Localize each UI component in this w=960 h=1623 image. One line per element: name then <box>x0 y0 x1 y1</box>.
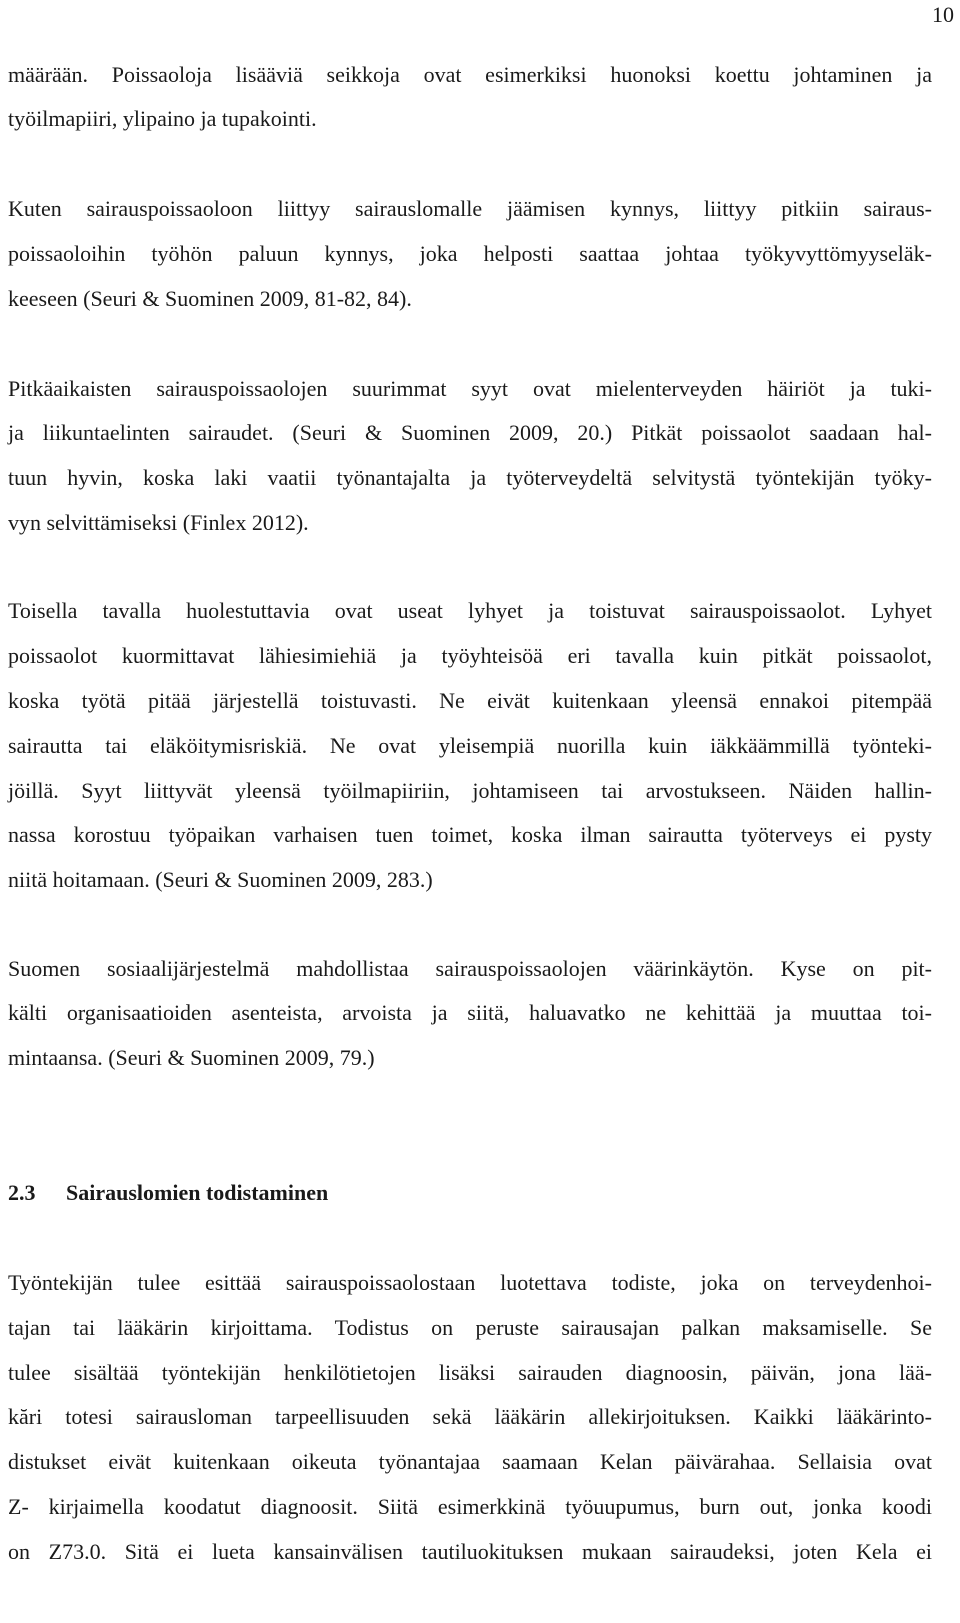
text-line: Z- kirjaimella koodatut diagnoosit. Siitä esimerkkinä työuupumus, burn out, jonka koodi <box>8 1494 932 1519</box>
text-line: tuun hyvin, koska laki vaatii työnantajalta ja työterveydeltä selvitystä työntekijän työky- <box>8 465 932 490</box>
text-line: määrään. Poissaoloja lisääviä seikkoja ovat esimerkiksi huonoksi koettu johtaminen ja <box>8 62 932 87</box>
text-line: on Z73.0. Sitä ei lueta kansainvälisen tautiluokituksen mukaan sairaudeksi, joten Kela ei <box>8 1539 932 1564</box>
text-line: Työntekijän tulee esittää sairauspoissaolostaan luotettava todiste, joka on terveydenhoi- <box>8 1270 932 1295</box>
text-line: kări totesi sairausloman tarpeellisuuden sekä lääkärin allekirjoituksen. Kaikki lääkärinto- <box>8 1404 932 1429</box>
text-line: tulee sisältää työntekijän henkilötietojen lisäksi sairauden diagnoosin, päivän, jona lää- <box>8 1360 932 1385</box>
text-line: Pitkäaikaisten sairauspoissaolojen suurimmat syyt ovat mielenterveyden häiriöt ja tuki- <box>8 376 932 401</box>
text-line: kälti organisaatioiden asenteista, arvoista ja siitä, haluavatko ne kehittää ja muuttaa toi- <box>8 1000 932 1025</box>
text-line: jöillä. Syyt liittyvät yleensä työilmapiiriin, johtamiseen tai arvostukseen. Näiden hallin- <box>8 778 932 803</box>
text-line: ja liikuntaelinten sairaudet. (Seuri & Suominen 2009, 20.) Pitkät poissaolot saadaan hal- <box>8 420 932 445</box>
text-line: Kuten sairauspoissaoloon liittyy sairauslomalle jäämisen kynnys, liittyy pitkiin sairaus- <box>8 196 932 221</box>
text-line: poissaoloihin työhön paluun kynnys, joka helposti saattaa johtaa työkyvyttömyyseläk- <box>8 241 932 266</box>
text-line: koska työtä pitää järjestellä toistuvasti. Ne eivät kuitenkaan yleensä ennakoi pitempää <box>8 688 932 713</box>
text-line: Toisella tavalla huolestuttavia ovat useat lyhyet ja toistuvat sairauspoissaolot. Lyhyet <box>8 598 932 623</box>
text-line: niitä hoitamaan. (Seuri & Suominen 2009, 283.) <box>8 867 433 892</box>
text-line: poissaolot kuormittavat lähiesimiehiä ja työyhteisöä eri tavalla kuin pitkät poissaolot, <box>8 643 932 668</box>
page-number: 10 <box>932 2 954 27</box>
text-line: distukset eivät kuitenkaan oikeuta työnantajaa saamaan Kelan päivärahaa. Sellaisia ovat <box>8 1449 932 1474</box>
section-title: Sairauslomien todistaminen <box>66 1180 329 1205</box>
section-heading <box>8 1180 328 1206</box>
text-line: työilmapiiri, ylipaino ja tupakointi. <box>8 106 317 131</box>
text-line: nassa korostuu työpaikan varhaisen tuen toimet, koska ilman sairautta työterveys ei pysty <box>8 822 932 847</box>
text-line: vyn selvittämiseksi (Finlex 2012). <box>8 510 309 535</box>
text-line: sairautta tai eläköitymisriskiä. Ne ovat yleisempiä nuorilla kuin iäkkäämmillä työnteki- <box>8 733 932 758</box>
section-number: 2.3 <box>8 1180 36 1205</box>
text-line: tajan tai lääkärin kirjoittama. Todistus on peruste sairausajan palkan maksamiselle. Se <box>8 1315 932 1340</box>
text-line: mintaansa. (Seuri & Suominen 2009, 79.) <box>8 1045 375 1070</box>
text-line: Suomen sosiaalijärjestelmä mahdollistaa sairauspoissaolojen väärinkäytön. Kyse on pit- <box>8 956 932 981</box>
text-line: keeseen (Seuri & Suominen 2009, 81-82, 84). <box>8 286 412 311</box>
